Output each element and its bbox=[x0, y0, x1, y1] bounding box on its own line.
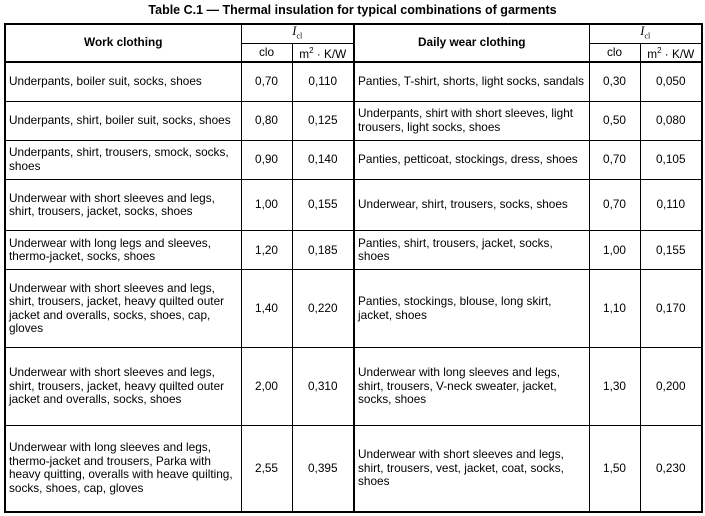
daily-si-cell: 0,080 bbox=[640, 101, 702, 140]
work-clo-cell: 0,90 bbox=[241, 140, 292, 179]
daily-si-cell: 0,230 bbox=[640, 425, 702, 512]
table-row bbox=[5, 140, 702, 179]
work-clothing-cell: Underwear with short sleeves and legs, shirt, trousers, jacket, heavy quilted outer jacket and overalls, socks, shoes, cap, gloves bbox=[5, 270, 241, 348]
work-clo-cell: 1,00 bbox=[241, 179, 292, 231]
work-clo-cell: 0,80 bbox=[241, 101, 292, 140]
daily-clo-cell: 1,00 bbox=[589, 231, 640, 270]
table-row bbox=[5, 270, 702, 348]
work-clothing-cell: Underpants, shirt, trousers, smock, socks, shoes bbox=[5, 140, 241, 179]
daily-si-cell: 0,110 bbox=[640, 179, 702, 231]
work-clothing-cell: Underpants, boiler suit, socks, shoes bbox=[5, 62, 241, 101]
header-clo-work: clo bbox=[241, 44, 292, 63]
table-row bbox=[5, 101, 702, 140]
daily-clothing-cell: Panties, shirt, trousers, jacket, socks, shoes bbox=[354, 231, 589, 270]
daily-si-cell: 0,050 bbox=[640, 62, 702, 101]
work-clo-cell: 2,00 bbox=[241, 348, 292, 426]
daily-clo-cell: 0,30 bbox=[589, 62, 640, 101]
header-si-unit-daily: $m^2 \cdot K/W$ bbox=[640, 44, 702, 63]
work-clo-cell: 1,40 bbox=[241, 270, 292, 348]
daily-clothing-cell: Underpants, shirt with short sleeves, light trousers, light socks, shoes bbox=[354, 101, 589, 140]
work-clo-cell: 1,20 bbox=[241, 231, 292, 270]
daily-clo-cell: 1,10 bbox=[589, 270, 640, 348]
daily-clo-cell: 0,50 bbox=[589, 101, 640, 140]
header-icl-daily: $I_{cl}$ bbox=[589, 24, 702, 44]
daily-clo-cell: 0,70 bbox=[589, 140, 640, 179]
work-clo-cell: 2,55 bbox=[241, 425, 292, 512]
daily-clothing-cell: Underwear with long sleeves and legs, shirt, trousers, V-neck sweater, jacket, socks, shoes bbox=[354, 348, 589, 426]
work-si-cell: 0,140 bbox=[292, 140, 354, 179]
insulation-table bbox=[4, 23, 703, 513]
daily-clothing-cell: Underwear, shirt, trousers, socks, shoes bbox=[354, 179, 589, 231]
work-si-cell: 0,310 bbox=[292, 348, 354, 426]
work-clothing-cell: Underwear with long legs and sleeves, thermo-jacket, socks, shoes bbox=[5, 231, 241, 270]
daily-clo-cell: 1,50 bbox=[589, 425, 640, 512]
daily-clothing-cell: Panties, T-shirt, shorts, light socks, sandals bbox=[354, 62, 589, 101]
daily-si-cell: 0,105 bbox=[640, 140, 702, 179]
work-si-cell: 0,220 bbox=[292, 270, 354, 348]
work-si-cell: 0,185 bbox=[292, 231, 354, 270]
table-title: Table C.1 — Thermal insulation for typical combinations of garments bbox=[148, 3, 557, 17]
work-clothing-cell: Underwear with long sleeves and legs, thermo-jacket and trousers, Parka with heavy quitting, overalls with heave quilting, socks, shoes, cap, gloves bbox=[5, 425, 241, 512]
header-daily-wear-clothing: Daily wear clothing bbox=[354, 24, 589, 62]
work-si-cell: 0,110 bbox=[292, 62, 354, 101]
daily-si-cell: 0,200 bbox=[640, 348, 702, 426]
header-clo-daily: clo bbox=[589, 44, 640, 63]
table-row bbox=[5, 348, 702, 426]
daily-clo-cell: 0,70 bbox=[589, 179, 640, 231]
table-row bbox=[5, 231, 702, 270]
work-clothing-cell: Underpants, shirt, boiler suit, socks, shoes bbox=[5, 101, 241, 140]
table-row bbox=[5, 425, 702, 512]
table-row bbox=[5, 62, 702, 101]
daily-si-cell: 0,155 bbox=[640, 231, 702, 270]
work-si-cell: 0,125 bbox=[292, 101, 354, 140]
daily-si-cell: 0,170 bbox=[640, 270, 702, 348]
daily-clo-cell: 1,30 bbox=[589, 348, 640, 426]
work-clothing-cell: Underwear with short sleeves and legs, shirt, trousers, jacket, heavy quilted outer jacket and overalls, socks, shoes bbox=[5, 348, 241, 426]
work-clothing-cell: Underwear with short sleeves and legs, shirt, trousers, jacket, socks, shoes bbox=[5, 179, 241, 231]
daily-clothing-cell: Underwear with short sleeves and legs, shirt, trousers, vest, jacket, coat, socks, shoes bbox=[354, 425, 589, 512]
header-si-unit-work: $m^2 \cdot K/W$ bbox=[292, 44, 354, 63]
daily-clothing-cell: Panties, stockings, blouse, long skirt, jacket, shoes bbox=[354, 270, 589, 348]
work-clo-cell: 0,70 bbox=[241, 62, 292, 101]
table-row bbox=[5, 179, 702, 231]
header-work-clothing: Work clothing bbox=[5, 24, 241, 62]
work-si-cell: 0,155 bbox=[292, 179, 354, 231]
daily-clothing-cell: Panties, petticoat, stockings, dress, shoes bbox=[354, 140, 589, 179]
header-icl-work: $I_{cl}$ bbox=[241, 24, 354, 44]
work-si-cell: 0,395 bbox=[292, 425, 354, 512]
